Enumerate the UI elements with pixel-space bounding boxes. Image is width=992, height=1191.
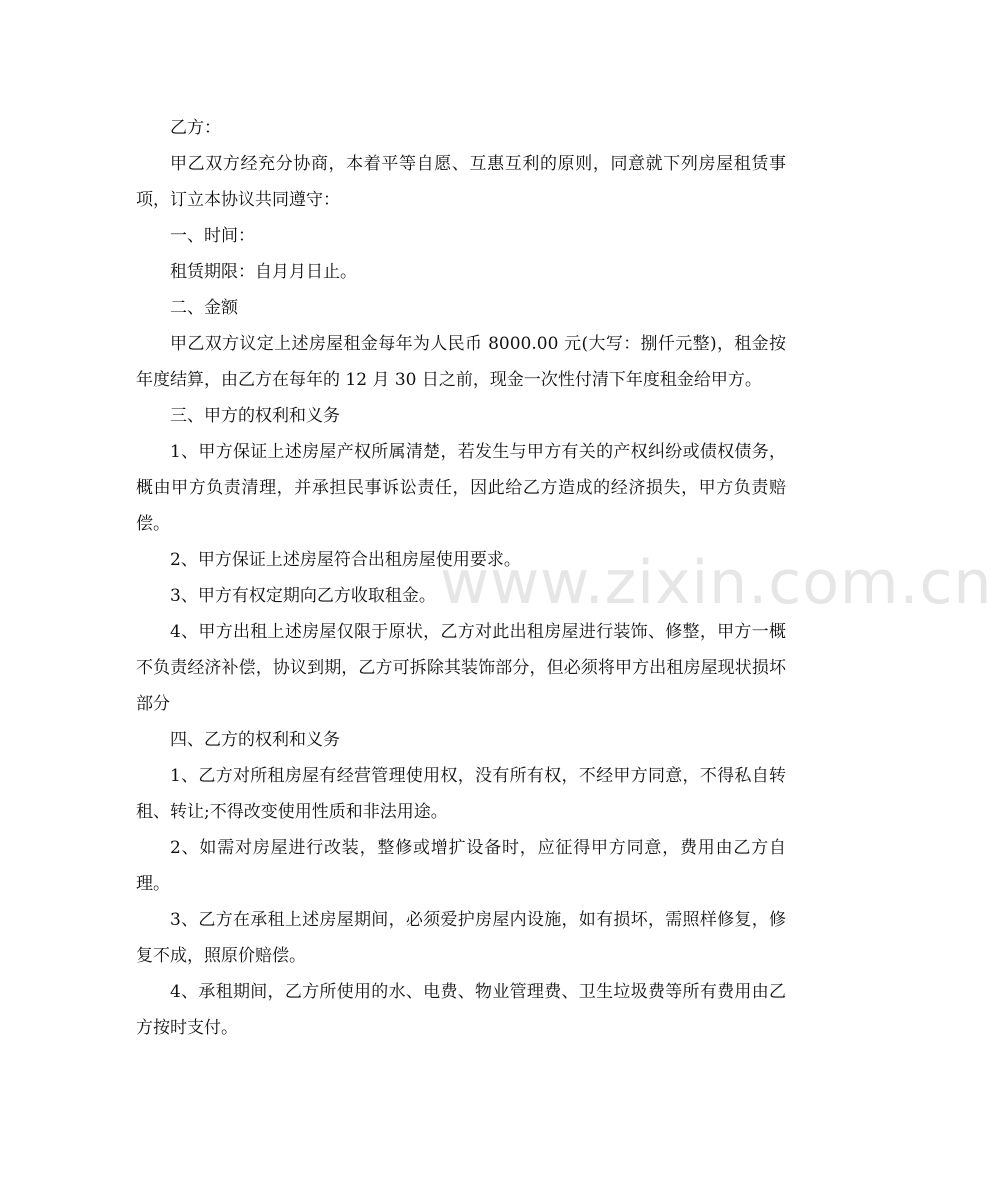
- party-a-clause-3: 3、甲方有权定期向乙方收取租金。: [170, 586, 436, 606]
- section-heading-party-b: 四、乙方的权利和义务: [170, 730, 340, 750]
- party-b-clause-1: 1、乙方对所租房屋有经营管理使用权，没有所有权，不经甲方同意，不得私自转租、转让;不得改变使用性质和非法用途。: [136, 766, 786, 822]
- rent-amount-paragraph: 甲乙双方议定上述房屋租金每年为人民币 8000.00 元(大写：捌仟元整)，租金按年度结算，由乙方在每年的 12 月 30 日之前，现金一次性付清下年度租金给甲方。: [136, 334, 786, 390]
- section-heading-party-a: 三、甲方的权利和义务: [170, 406, 340, 426]
- watermark: www.zixin.com.cn: [440, 548, 992, 618]
- party-a-clause-4: 4、甲方出租上述房屋仅限于原状，乙方对此出租房屋进行装饰、修整，甲方一概不负责经济补偿，协议到期，乙方可拆除其装饰部分，但必须将甲方出租房屋现状损坏部分: [136, 622, 786, 714]
- party-a-clause-1: 1、甲方保证上述房屋产权所属清楚，若发生与甲方有关的产权纠纷或债权债务，概由甲方负责清理，并承担民事诉讼责任，因此给乙方造成的经济损失，甲方负责赔偿。: [136, 442, 786, 534]
- party-b-clause-2: 2、如需对房屋进行改装，整修或增扩设备时，应征得甲方同意，费用由乙方自理。: [136, 838, 786, 894]
- section-heading-amount: 二、金额: [170, 298, 238, 318]
- document-body: [136, 110, 786, 1046]
- section-heading-time: 一、时间：: [170, 226, 255, 246]
- party-b-clause-4: 4、承租期间，乙方所使用的水、电费、物业管理费、卫生垃圾费等所有费用由乙方按时支付。: [136, 982, 786, 1038]
- party-a-clause-2: 2、甲方保证上述房屋符合出租房屋使用要求。: [170, 550, 521, 570]
- party-b-clause-3: 3、乙方在承租上述房屋期间，必须爱护房屋内设施，如有损坏，需照样修复，修复不成，照原价赔偿。: [136, 910, 786, 966]
- lease-term: 租赁期限：自月月日止。: [170, 262, 357, 282]
- party-b-label: 乙方：: [170, 118, 221, 138]
- intro-paragraph: 甲乙双方经充分协商，本着平等自愿、互惠互利的原则，同意就下列房屋租赁事项，订立本协议共同遵守：: [136, 154, 786, 210]
